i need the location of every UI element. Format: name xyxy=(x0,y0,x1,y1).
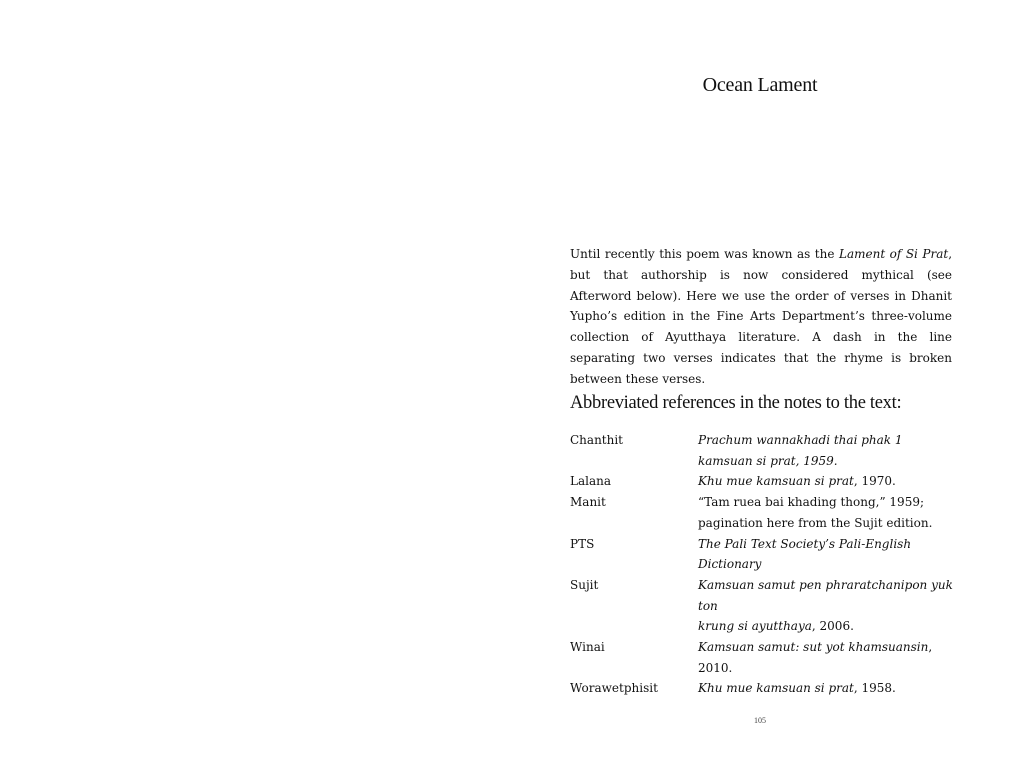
intro-text-start: Until recently this poem was known as the xyxy=(570,247,839,261)
reference-entry xyxy=(570,492,970,533)
reference-source-text: , 2006. xyxy=(811,619,854,634)
reference-abbreviation: Lalana xyxy=(570,474,611,489)
references-list xyxy=(570,430,970,699)
reference-source xyxy=(698,575,958,637)
reference-abbreviation: PTS xyxy=(570,536,595,551)
reference-entry xyxy=(570,678,970,699)
reference-source-italic: krung si ayutthaya xyxy=(698,619,812,634)
reference-source-italic: Khu mue kamsuan si prat xyxy=(698,681,854,696)
reference-source-text: pagination here from the Sujit edition. xyxy=(698,515,933,530)
reference-source-text: “Tam ruea bai khading thong,” 1959; xyxy=(698,495,925,510)
reference-source-italic: Kamsuan samut pen phraratchanipon yuk ton xyxy=(698,577,953,613)
reference-source xyxy=(698,430,958,471)
reference-source-italic: The Pali Text Society’s Pali-English Dictionary xyxy=(698,536,912,572)
reference-source-line xyxy=(698,534,958,575)
reference-source xyxy=(698,637,958,678)
reference-source-line xyxy=(698,451,958,472)
reference-entry xyxy=(570,430,970,471)
intro-poem-title: Lament of Si Prat xyxy=(838,247,949,261)
reference-abbreviation: Winai xyxy=(570,640,605,655)
reference-abbreviation: Worawetphisit xyxy=(570,681,658,696)
reference-abbreviation: Sujit xyxy=(570,577,599,592)
reference-source-text: , 2010. xyxy=(698,640,933,675)
reference-source-line xyxy=(698,513,958,534)
reference-entry xyxy=(570,637,970,678)
reference-source-line xyxy=(698,492,958,513)
reference-source xyxy=(698,534,958,575)
reference-source-italic: Prachum wannakhadi thai phak 1 xyxy=(698,433,903,447)
reference-entry xyxy=(570,575,970,637)
page-number: 105 xyxy=(754,716,766,725)
reference-source xyxy=(698,492,958,533)
reference-source xyxy=(698,471,958,492)
reference-source xyxy=(698,678,958,699)
reference-abbreviation: Manit xyxy=(570,495,606,510)
reference-source-line xyxy=(698,637,958,678)
intro-paragraph xyxy=(570,244,952,390)
reference-source-line xyxy=(698,575,958,616)
reference-entry xyxy=(570,534,970,575)
chapter-title: Ocean Lament xyxy=(702,74,818,96)
references-heading: Abbreviated references in the notes to the text: xyxy=(570,393,902,413)
reference-source-text: , 1958. xyxy=(853,681,896,696)
reference-source-line xyxy=(698,616,958,637)
reference-entry xyxy=(570,471,970,492)
reference-source-italic: kamsuan si prat, 1959. xyxy=(698,453,838,468)
reference-source-text: , 1970. xyxy=(853,474,896,489)
reference-source-italic: Kamsuan samut: sut yot khamsuansin xyxy=(698,640,929,655)
intro-text-end: , but that authorship is now considered mythical (see Afterword below). Here we use the order of verses in Dhanit Yupho’s edition in the Fine Arts Department’s three-volume collection of Ayutthaya literature. A dash in the line separating two verses indicates that the rhyme is broken between these verses. xyxy=(570,247,953,386)
reference-source-italic: Khu mue kamsuan si prat xyxy=(698,474,854,489)
reference-source-line xyxy=(698,678,958,699)
reference-source-line xyxy=(698,430,958,451)
reference-abbreviation: Chanthit xyxy=(570,433,624,447)
reference-source-line xyxy=(698,471,958,492)
